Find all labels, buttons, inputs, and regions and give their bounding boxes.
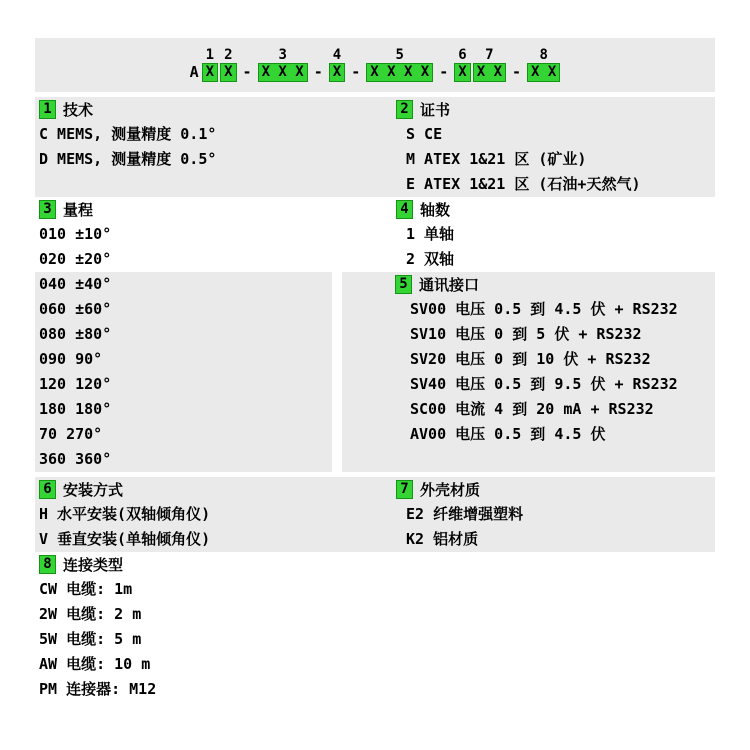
option-row: 2W 电缆: 2 m [39,605,142,623]
option-row: E ATEX 1&21 区 (石油+天然气) [406,175,641,193]
code-unit-4 [329,48,345,82]
section-number-badge: 4 [396,200,413,219]
section-certificate [390,97,715,197]
code-digit-3: 3 [278,47,287,63]
option-row: AV00 电压 0.5 到 4.5 伏 [410,425,606,443]
section-number-badge: 7 [396,480,413,499]
section-number-badge: 1 [39,100,56,119]
section-number-badge: 5 [395,275,412,294]
option-row: 060 ±60° [39,300,112,318]
option-row: CW 电缆: 1m [39,580,133,598]
code-unit-3 [258,48,308,82]
option-row: AW 电缆: 10 m [39,655,151,673]
option-row: SV00 电压 0.5 到 4.5 伏 + RS232 [410,300,678,318]
section-range-top [35,197,390,272]
code-box-2: X [220,63,236,82]
code-digit-6: 6 [458,47,467,63]
option-row: 70 270° [39,425,103,443]
section-title: 量程 [63,201,94,219]
band-section-3-5 [35,272,715,472]
section-title: 通讯接口 [419,276,480,294]
ordering-code-strip [35,38,715,92]
code-box-5: X X X X [366,63,433,82]
option-row: SV10 电压 0 到 5 伏 + RS232 [410,325,642,343]
section-header [390,97,715,122]
code-digit-1: 1 [205,47,215,63]
option-row: SC00 电流 4 到 20 mA + RS232 [410,400,654,418]
code-unit-8 [527,48,560,82]
section-housing [390,477,715,552]
section-number-badge: 3 [39,200,56,219]
option-row: 5W 电缆: 5 m [39,630,142,648]
code-digit-4: 4 [332,47,342,63]
blank-row [342,447,715,472]
code-separator [508,48,525,82]
code-box-8: X X [527,63,560,82]
code-separator [310,48,327,82]
code-box-3: X X X [258,63,308,82]
option-row: 020 ±20° [39,250,112,268]
section-header [390,197,715,222]
option-row: 080 ±80° [39,325,112,343]
option-row: 180 180° [39,400,112,418]
code-separator [239,48,256,82]
code-digit-5: 5 [395,47,404,63]
option-row: V 垂直安装(单轴倾角仪) [39,530,211,548]
band-section-6-7 [35,477,715,552]
section-connection [35,552,715,702]
option-row: K2 铝材质 [406,530,479,548]
option-row: SV20 电压 0 到 10 伏 + RS232 [410,350,651,368]
code-box-1: X [202,63,218,82]
section-technology [35,97,390,197]
code-prefix-unit [190,48,200,82]
section-title: 证书 [420,101,451,119]
band-section-1-2 [35,97,715,197]
code-digit-2: 2 [224,47,233,63]
section-number-badge: 6 [39,480,56,499]
section-number-badge: 8 [39,555,56,574]
option-row: 010 ±10° [39,225,112,243]
dash: - [512,63,522,81]
code-unit-1 [202,48,218,82]
option-row: PM 连接器: M12 [39,680,157,698]
code-separator [435,48,452,82]
option-row: 040 ±40° [39,275,112,293]
section-axes [390,197,715,272]
option-row: 090 90° [39,350,103,368]
code-unit-7 [473,48,506,82]
option-row: 2 双轴 [406,250,455,268]
option-row: D MEMS, 测量精度 0.5° [39,150,217,168]
dash: - [313,63,323,81]
section-title: 轴数 [420,201,451,219]
code-digit-7: 7 [485,47,494,63]
option-row: 120 120° [39,375,112,393]
option-row: H 水平安装(双轴倾角仪) [39,505,211,523]
option-row: C MEMS, 测量精度 0.1° [39,125,217,143]
section-range-list [35,272,332,472]
section-header [390,477,715,502]
section-title: 连接类型 [63,556,124,574]
dash: - [242,63,252,81]
option-row: M ATEX 1&21 区 (矿业) [406,150,587,168]
section-header [35,477,390,502]
code-box-7: X X [473,63,506,82]
option-row: 360 360° [39,450,112,468]
code-prefix: A [189,63,199,81]
section-header [35,97,390,122]
section-title: 技术 [63,101,94,119]
code-unit-2 [220,48,236,82]
option-row: S CE [406,125,443,143]
code-unit-5 [366,48,433,82]
section-header [35,552,715,577]
band-section-3-4 [35,197,715,272]
section-number-badge: 2 [396,100,413,119]
section-mounting [35,477,390,552]
code-box-4: X [329,63,345,82]
option-row: E2 纤维增强塑料 [406,505,524,523]
section-title: 安装方式 [63,481,124,499]
section-title: 外壳材质 [420,481,481,499]
dash: - [439,63,449,81]
code-separator [347,48,364,82]
code-box-6: X [454,63,470,82]
column-gutter [332,272,342,472]
option-row: SV40 电压 0.5 到 9.5 伏 + RS232 [410,375,678,393]
option-row: 1 单轴 [406,225,455,243]
code-unit-6 [454,48,470,82]
ordering-code-diagram [189,48,562,82]
section-header [342,272,715,297]
section-interface [342,272,715,472]
dash: - [351,63,361,81]
code-digit-8: 8 [539,47,548,63]
section-header [35,197,390,222]
